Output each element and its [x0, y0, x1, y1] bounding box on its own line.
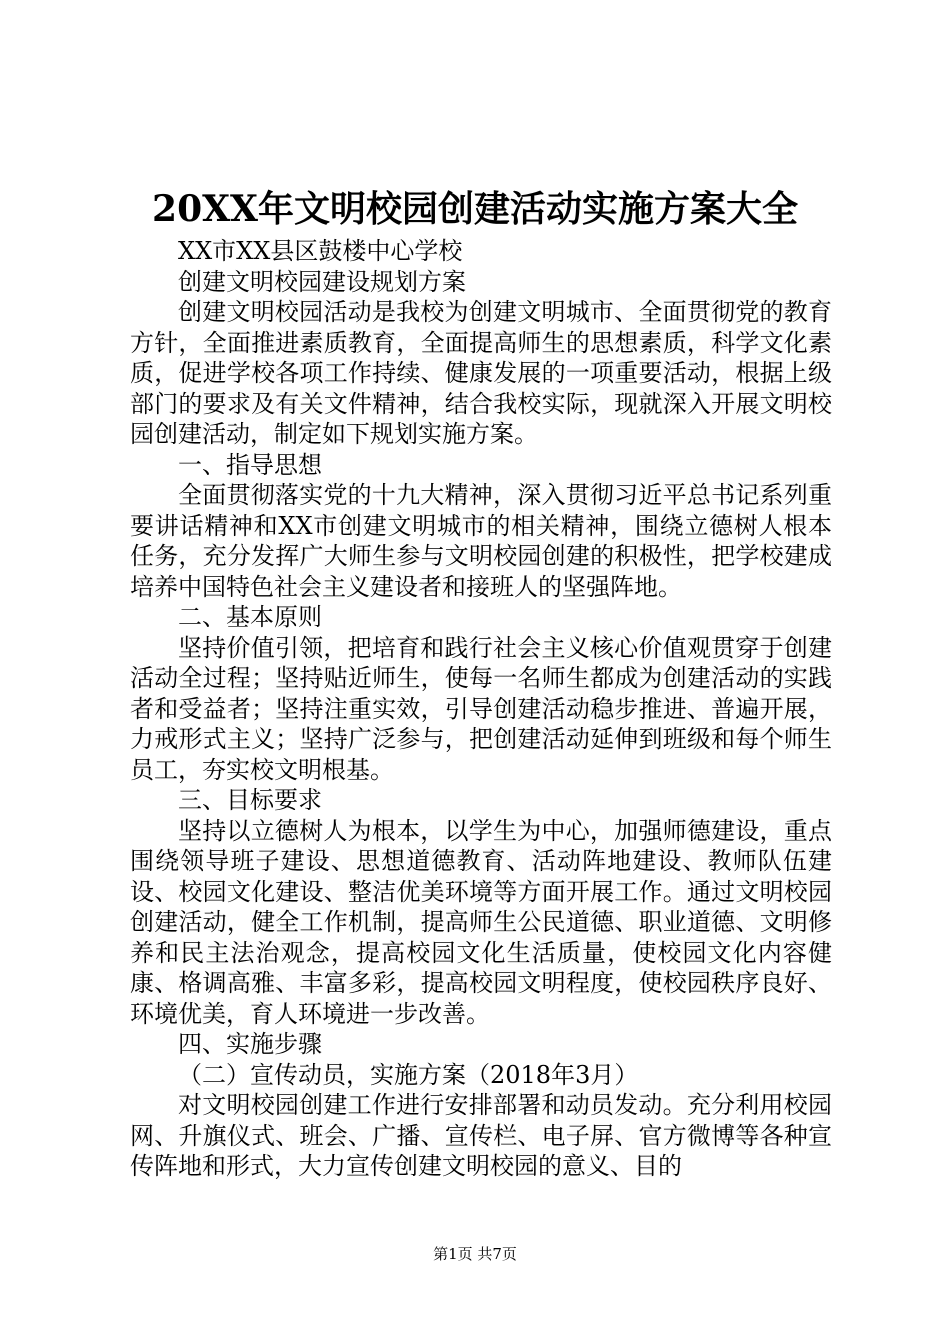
- plan-subtitle: 创建文明校园建设规划方案: [178, 267, 466, 296]
- intro-paragraph: 创建文明校园活动是我校为创建文明城市、全面贯彻党的教育方针，全面推进素质教育，全面提高师生的思想素质，科学文化素质，促进学校各项工作持续、健康发展的一项重要活动，根据上级部门的要求及有关文件精神，结合我校实际，现就深入开展文明校园创建活动，制定如下规划实施方案。: [130, 298, 832, 448]
- document-body: [130, 236, 832, 1182]
- page-footer: 第1页 共7页: [433, 1245, 517, 1263]
- document-title: 20XX年文明校园创建活动实施方案大全: [152, 188, 798, 230]
- step-paragraph-publicity: 对文明校园创建工作进行安排部署和动员发动。充分利用校园网、升旗仪式、班会、广播、宣传栏、电子屏、官方微博等各种宣传阵地和形式，大力宣传创建文明校园的意义、目的: [130, 1091, 832, 1180]
- school-name: XX市XX县区鼓楼中心学校: [178, 237, 463, 265]
- section-heading-implementation: 四、实施步骤: [178, 1030, 322, 1058]
- section-paragraph-basic-principles: 坚持价值引领，把培育和践行社会主义核心价值观贯穿于创建活动全过程；坚持贴近师生，使每一名师生都成为创建活动的实践者和受益者；坚持注重实效，引导创建活动稳步推进、普遍开展，力戒形式主义；坚持广泛参与，把创建活动延伸到班级和每个师生员工，夯实校文明根基。: [130, 633, 832, 784]
- step-heading-publicity: （二）宣传动员，实施方案（2018年3月）: [178, 1060, 639, 1089]
- section-paragraph-guiding-thought: 全面贯彻落实党的十九大精神，深入贯彻习近平总书记系列重要讲话精神和XX市创建文明城市的相关精神，围绕立德树人根本任务，充分发挥广大师生参与文明校园创建的积极性，把学校建成培养中国特色社会主义建设者和接班人的坚强阵地。: [130, 481, 832, 601]
- section-heading-basic-principles: 二、基本原则: [178, 603, 322, 631]
- section-heading-guiding-thought: 一、指导思想: [178, 450, 322, 479]
- section-paragraph-goals: 坚持以立德树人为根本，以学生为中心，加强师德建设，重点围绕领导班子建设、思想道德教育、活动阵地建设、教师队伍建设、校园文化建设、整洁优美环境等方面开展工作。通过文明校园创建活动，健全工作机制，提高师生公民道德、职业道德、文明修养和民主法治观念，提高校园文化生活质量，使校园文化内容健康、格调高雅、丰富多彩，提高校园文明程度，使校园秩序良好、环境优美，育人环境进一步改善。: [130, 816, 832, 1028]
- section-heading-goals: 三、目标要求: [178, 786, 322, 814]
